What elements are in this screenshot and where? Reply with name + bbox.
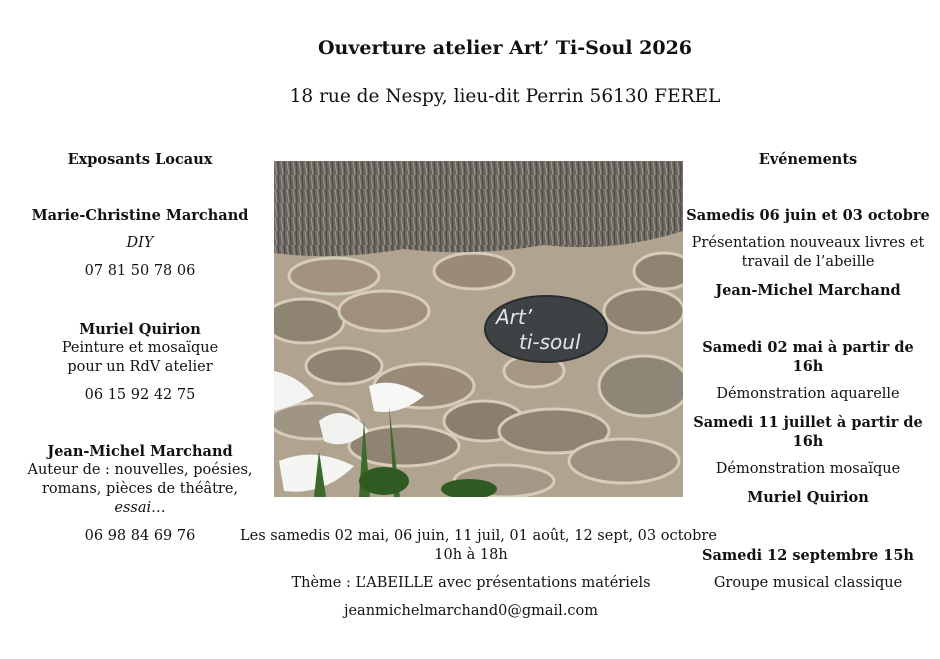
exhibitor-desc: pour un RdV atelier xyxy=(67,359,213,375)
event-desc: Démonstration aquarelle xyxy=(716,386,900,402)
exhibitor-3 xyxy=(10,442,270,546)
exhibitor-desc: essai… xyxy=(114,500,166,516)
left-column xyxy=(10,150,270,169)
hours-text: 10h à 18h xyxy=(434,547,508,563)
event-2 xyxy=(685,338,931,404)
opening-dates xyxy=(240,527,717,621)
exhibitor-desc: Peinture et mosaïque xyxy=(61,340,219,356)
event-date: 16h xyxy=(792,433,824,450)
page-title: Ouverture atelier Art’ Ti-Soul 2026 xyxy=(317,37,693,59)
event-date: Samedi 11 juillet à partir de xyxy=(693,414,923,431)
exhibitor-1 xyxy=(10,206,270,281)
event-desc: Démonstration mosaïque xyxy=(715,461,901,477)
event-host: Muriel Quirion xyxy=(747,489,869,506)
exhibitor-desc: Auteur de : nouvelles, poésies, xyxy=(27,462,253,478)
exhibitor-phone: 06 15 92 42 75 xyxy=(84,387,196,403)
dates-text: Les samedis 02 mai, 06 juin, 11 juil, 01 août, 12 sept, 03 octobre xyxy=(240,528,717,544)
exhibitor-role: DIY xyxy=(126,235,154,251)
event-desc: Présentation nouveaux livres et xyxy=(691,235,925,251)
email-link[interactable]: jeanmichelmarchand0@gmail.com xyxy=(343,603,599,619)
sign-text-1: Art’ xyxy=(496,305,533,329)
atelier-photo xyxy=(274,161,683,497)
exhibitor-2 xyxy=(10,320,270,405)
event-desc: Groupe musical classique xyxy=(713,575,903,591)
sign-text-2: ti-soul xyxy=(519,330,581,354)
events-heading: Evénements xyxy=(758,151,858,168)
exhibitors-heading: Exposants Locaux xyxy=(67,151,213,168)
theme-text: Thème : L’ABEILLE avec présentations matériels xyxy=(291,575,651,591)
exhibitor-phone: 06 98 84 69 76 xyxy=(84,528,196,544)
exhibitor-name: Muriel Quirion xyxy=(79,321,201,338)
events-column xyxy=(685,150,931,169)
event-1 xyxy=(685,206,931,300)
exhibitor-name: Marie-Christine Marchand xyxy=(31,207,249,224)
event-date: Samedi 12 septembre 15h xyxy=(702,547,914,564)
event-date: 16h xyxy=(792,358,824,375)
event-host: Jean-Michel Marchand xyxy=(715,282,901,299)
event-date: Samedi 02 mai à partir de xyxy=(702,339,914,356)
event-4 xyxy=(685,546,931,593)
exhibitor-desc: romans, pièces de théâtre, xyxy=(41,481,239,497)
exhibitor-name: Jean-Michel Marchand xyxy=(47,443,233,460)
event-3 xyxy=(685,413,931,507)
address: 18 rue de Nespy, lieu-dit Perrin 56130 FEREL xyxy=(289,86,721,107)
event-date: Samedis 06 juin et 03 octobre xyxy=(686,207,930,224)
exhibitor-phone: 07 81 50 78 06 xyxy=(84,263,196,279)
event-desc: travail de l’abeille xyxy=(741,254,875,270)
